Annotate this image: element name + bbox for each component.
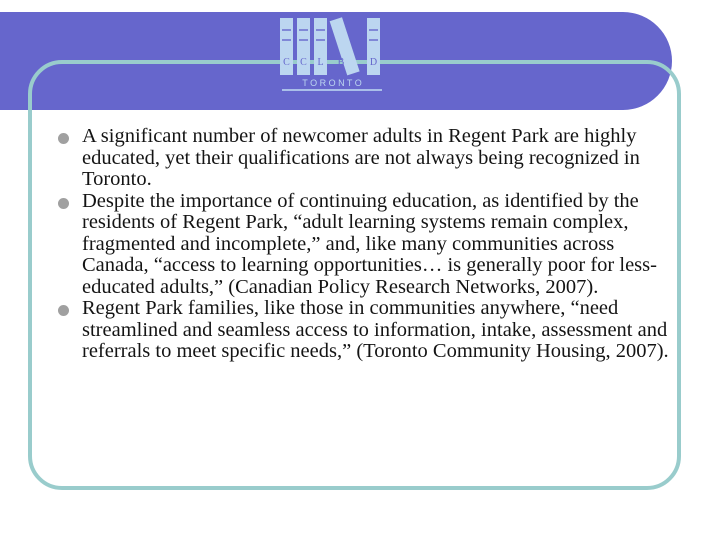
logo-letter-4: B [337, 57, 345, 68]
logo-letter-2: C [300, 57, 307, 68]
bullet-dot-icon [58, 133, 69, 144]
logo-letter-3: L [317, 57, 324, 68]
logo-letter-5: D [369, 57, 378, 68]
logo-tagline-graphic [282, 89, 382, 91]
logo-letter-1: C [283, 57, 290, 68]
logo-graphic [274, 16, 390, 92]
logo-city-text: T O R O N T O [302, 78, 362, 88]
bullet-list [58, 126, 670, 363]
cclbd-toronto-logo [274, 16, 390, 92]
bullet-item-2 [58, 191, 670, 299]
bullet-item-1 [58, 126, 670, 191]
bullet-text-1: A significant number of newcomer adults in Regent Park are highly educated, yet their qualifications are not always being recognized in Toronto. [82, 125, 640, 190]
logo-book-4 [330, 17, 360, 75]
bullet-dot-icon [58, 305, 69, 316]
bullet-item-3 [58, 298, 670, 363]
bullet-dot-icon [58, 198, 69, 209]
bullet-text-3: Regent Park families, like those in communities anywhere, “need streamlined and seamless access to information, intake, assessment and referrals to meet specific needs,” (Toronto Community Housing, 2007). [82, 297, 669, 362]
bullet-text-2: Despite the importance of continuing education, as identified by the residents of Regent Park, “adult learning systems remain complex, fragmented and incomplete,” and, like many communities across Canada, “access to learning opportunities… is generally poor for less-educated adults,” (Canadian Policy Research Networks, 2007). [82, 189, 657, 298]
